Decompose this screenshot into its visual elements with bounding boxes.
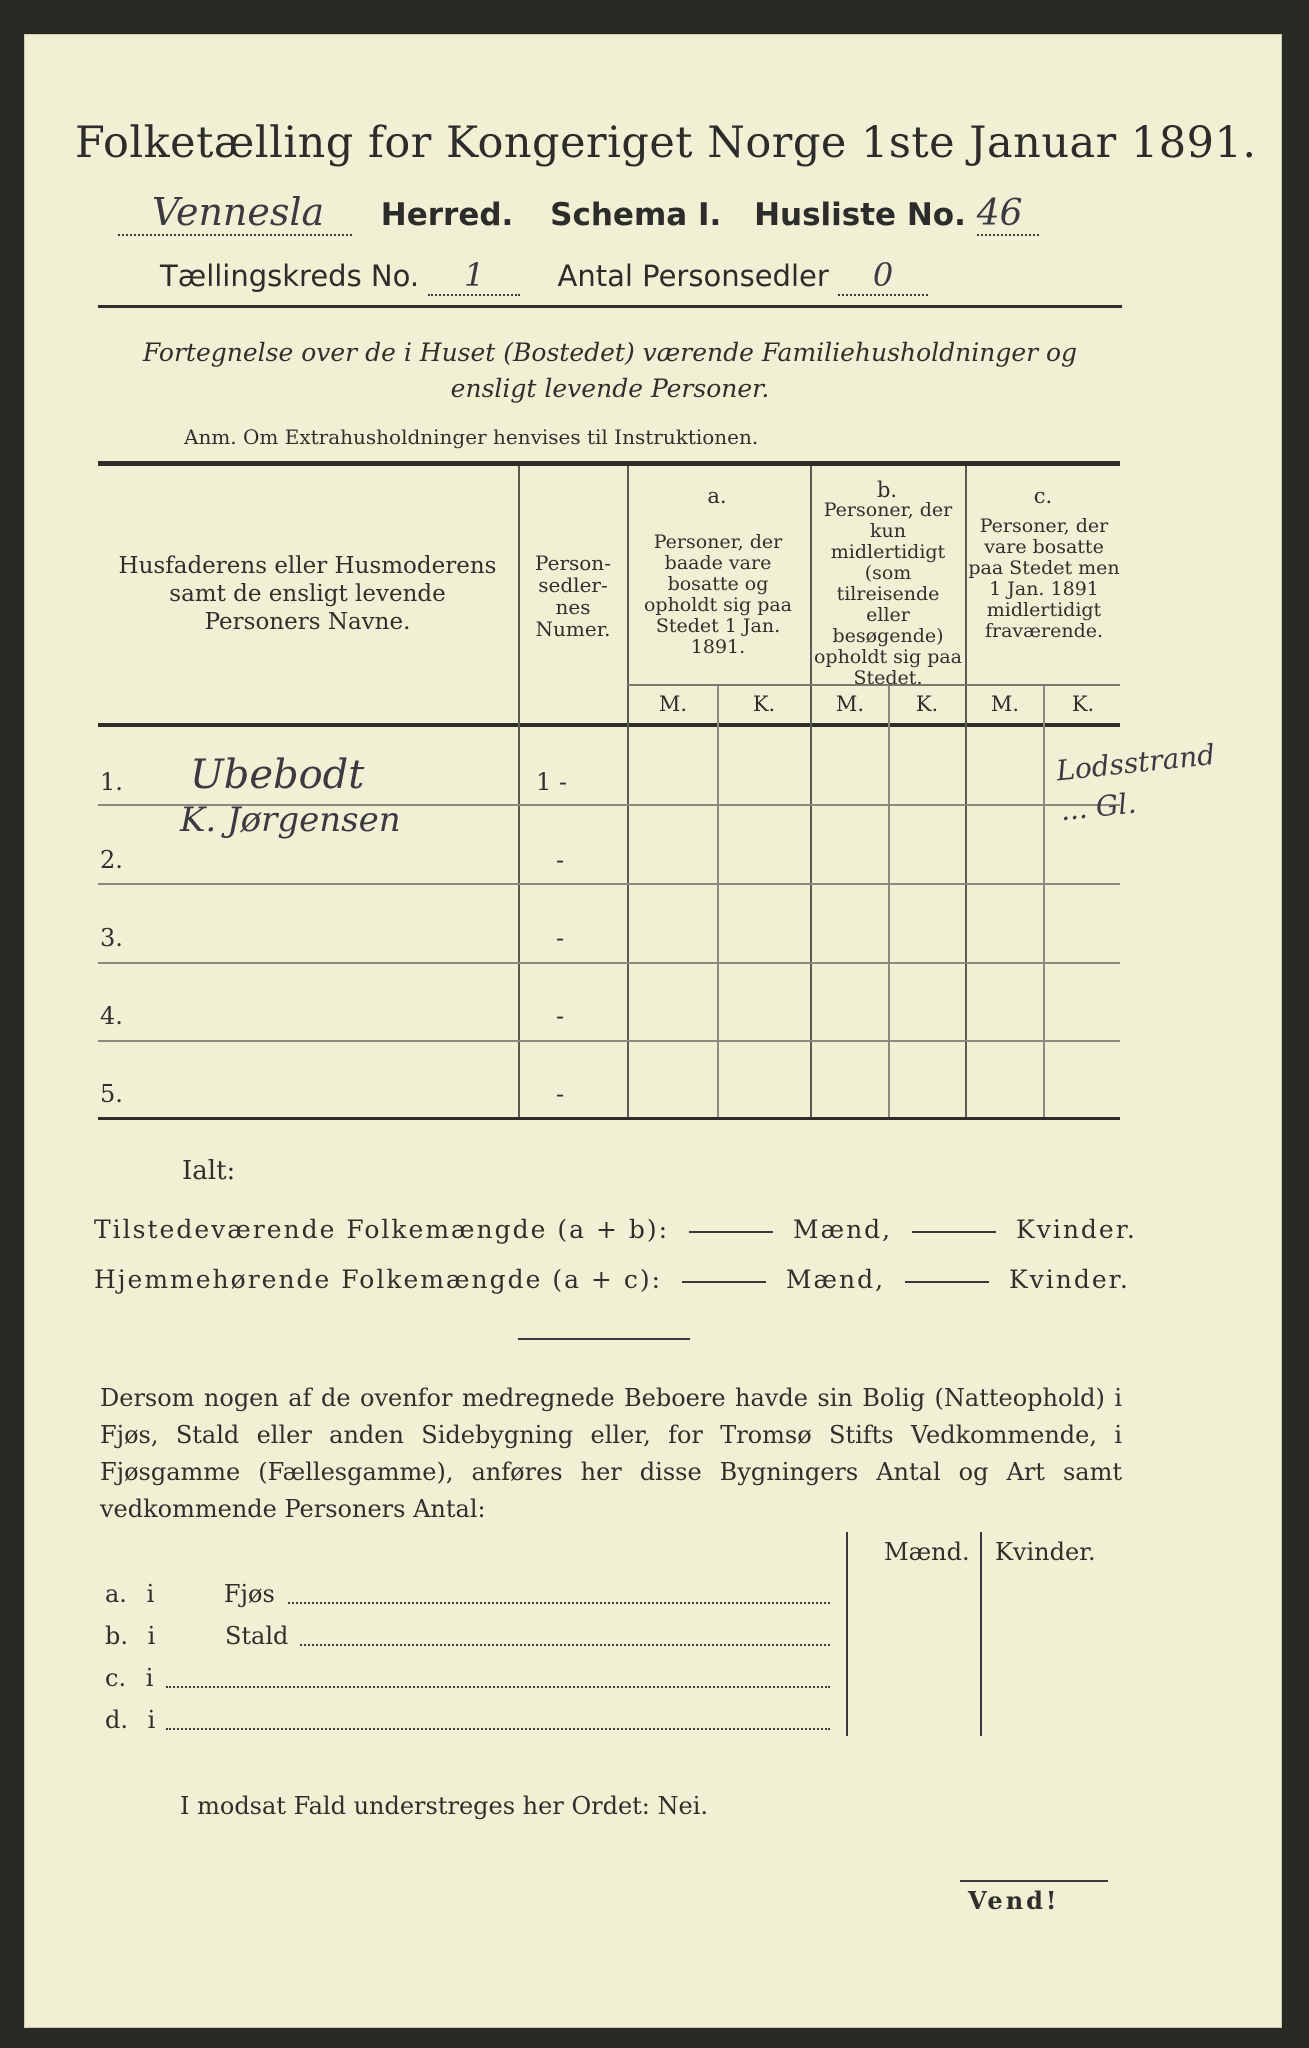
intro-text: Fortegnelse over de i Huset (Bostedet) værende Familiehusholdninger og ensligt levende Personer. — [142, 338, 1078, 403]
tilstede-line — [94, 1215, 1137, 1244]
blank-line — [689, 1231, 773, 1233]
antal-value: 0 — [838, 256, 928, 296]
husliste-value: 46 — [977, 193, 1039, 236]
row-sedler: - — [556, 846, 565, 874]
row-line — [98, 883, 1120, 885]
col-b-k: K. — [915, 692, 939, 716]
col-b-letter: b. — [876, 478, 898, 502]
row-sedler: 1 - — [536, 768, 568, 796]
row-number: 3. — [100, 924, 123, 952]
vend-label: Vend! — [968, 1886, 1060, 1915]
herred-line — [118, 190, 1039, 236]
herred-value: Vennesla — [118, 190, 352, 236]
table-bottom-rule — [98, 1117, 1120, 1120]
nei-instruction: I modsat Fald understreges her Ordet: Nei. — [180, 1792, 709, 1820]
row-name-handwritten-2: K. Jørgensen — [180, 800, 401, 840]
mk-divider — [1043, 686, 1045, 1117]
building-divider — [846, 1532, 848, 1736]
blank-line — [912, 1231, 996, 1233]
row-line — [98, 962, 1120, 964]
kreds-value: 1 — [428, 256, 520, 296]
row-sedler: - — [556, 1002, 565, 1030]
header-rule — [98, 305, 1122, 308]
ialt-label: Ialt: — [182, 1156, 236, 1186]
row-line — [98, 1040, 1120, 1042]
building-row-b — [105, 1622, 288, 1650]
mk-divider — [717, 686, 719, 1117]
blank-line — [682, 1281, 766, 1283]
building-letter: b. — [105, 1622, 128, 1650]
col-b-header: Personer, der kun midlertidigt (som tilreisende eller besøgende) opholdt sig paa Stedet. — [813, 499, 963, 689]
building-row-c — [105, 1664, 153, 1692]
col-a-m: M. — [658, 692, 688, 716]
maend-label: Mænd, — [785, 1265, 886, 1294]
blank-line — [905, 1281, 989, 1283]
building-prep: i — [146, 1580, 155, 1608]
building-row-d — [105, 1706, 155, 1734]
vend-rule — [960, 1880, 1108, 1882]
kvinder-column-header: Kvinder. — [995, 1538, 1096, 1566]
dotted-leader — [288, 1602, 830, 1604]
bygning-paragraph: Dersom nogen af de ovenfor medregnede Beboere havde sin Bolig (Natteophold) i Fjøs, Stald eller anden Sidebygning eller, for Tromsø Stifts Vedkommende, i Fjøsgamme (Fællesgamme), anføres her disse Bygningers Antal og Art samt vedkommende Personers Antal: — [100, 1384, 1122, 1523]
kvinder-label: Kvinder. — [1016, 1215, 1137, 1244]
hjemme-label: Hjemmehørende Folkemængde (a + c): — [94, 1265, 662, 1294]
col-divider — [627, 466, 629, 1117]
row-sedler: - — [556, 1080, 565, 1108]
section-divider — [518, 1338, 690, 1340]
col-c-k: K. — [1071, 692, 1095, 716]
kreds-label: Tællingskreds No. — [160, 259, 420, 293]
building-label: Stald — [224, 1622, 289, 1650]
husliste-label: Husliste No. — [754, 197, 966, 233]
kreds-line — [160, 256, 928, 296]
col-a-letter: a. — [707, 484, 727, 508]
kvinder-label: Kvinder. — [1008, 1265, 1130, 1294]
dotted-leader — [166, 1686, 830, 1688]
building-prep: i — [145, 1664, 154, 1692]
tilstede-label: Tilstedeværende Folkemængde (a + b): — [94, 1215, 670, 1244]
col-divider — [518, 466, 520, 1117]
row-name-handwritten: Ubebodt — [190, 752, 365, 798]
row-sedler: - — [556, 924, 565, 952]
row-number: 1. — [100, 768, 123, 796]
margin-note-handwritten: Lodsstrand ... Gl. — [1054, 737, 1217, 828]
hjemme-line — [94, 1265, 1130, 1294]
dotted-leader — [166, 1728, 830, 1730]
antal-label: Antal Personsedler — [557, 259, 829, 293]
form-title: Folketælling for Kongeriget Norge 1ste Januar 1891. — [75, 118, 1257, 168]
maend-label: Mænd, — [792, 1215, 893, 1244]
col-c-letter: c. — [1033, 484, 1053, 508]
building-prep: i — [147, 1622, 156, 1650]
building-letter: d. — [105, 1706, 128, 1734]
mk-divider — [888, 686, 890, 1117]
col-c-m: M. — [990, 692, 1020, 716]
building-letter: a. — [105, 1580, 127, 1608]
col-b-m: M. — [835, 692, 865, 716]
building-label: Fjøs — [223, 1580, 275, 1608]
row-number: 4. — [100, 1002, 123, 1030]
col-a-header: Personer, der baade vare bosatte og opholdt sig paa Stedet 1 Jan. 1891. — [643, 531, 793, 658]
herred-label: Herred. — [380, 197, 514, 233]
maend-column-header: Mænd. — [884, 1538, 970, 1566]
col-c-header: Personer, der vare bosatte paa Stedet men 1 Jan. 1891 midlertidigt fraværende. — [968, 515, 1120, 642]
building-prep: i — [147, 1706, 156, 1734]
col-divider — [965, 466, 967, 1117]
schema-label: Schema I. — [550, 197, 722, 233]
col-name-header: Husfaderens eller Husmoderens samt de ensligt levende Personers Navne. — [118, 553, 497, 635]
col-a-k: K. — [752, 692, 776, 716]
building-letter: c. — [105, 1664, 127, 1692]
dotted-leader — [300, 1644, 830, 1646]
building-row-a — [105, 1580, 275, 1608]
building-divider — [980, 1532, 982, 1736]
col-num-header: Person-sedler-nes Numer. — [535, 551, 611, 641]
row-number: 2. — [100, 846, 123, 874]
anm-note: Anm. Om Extrahusholdninger henvises til Instruktionen. — [184, 425, 759, 449]
row-number: 5. — [100, 1080, 123, 1108]
